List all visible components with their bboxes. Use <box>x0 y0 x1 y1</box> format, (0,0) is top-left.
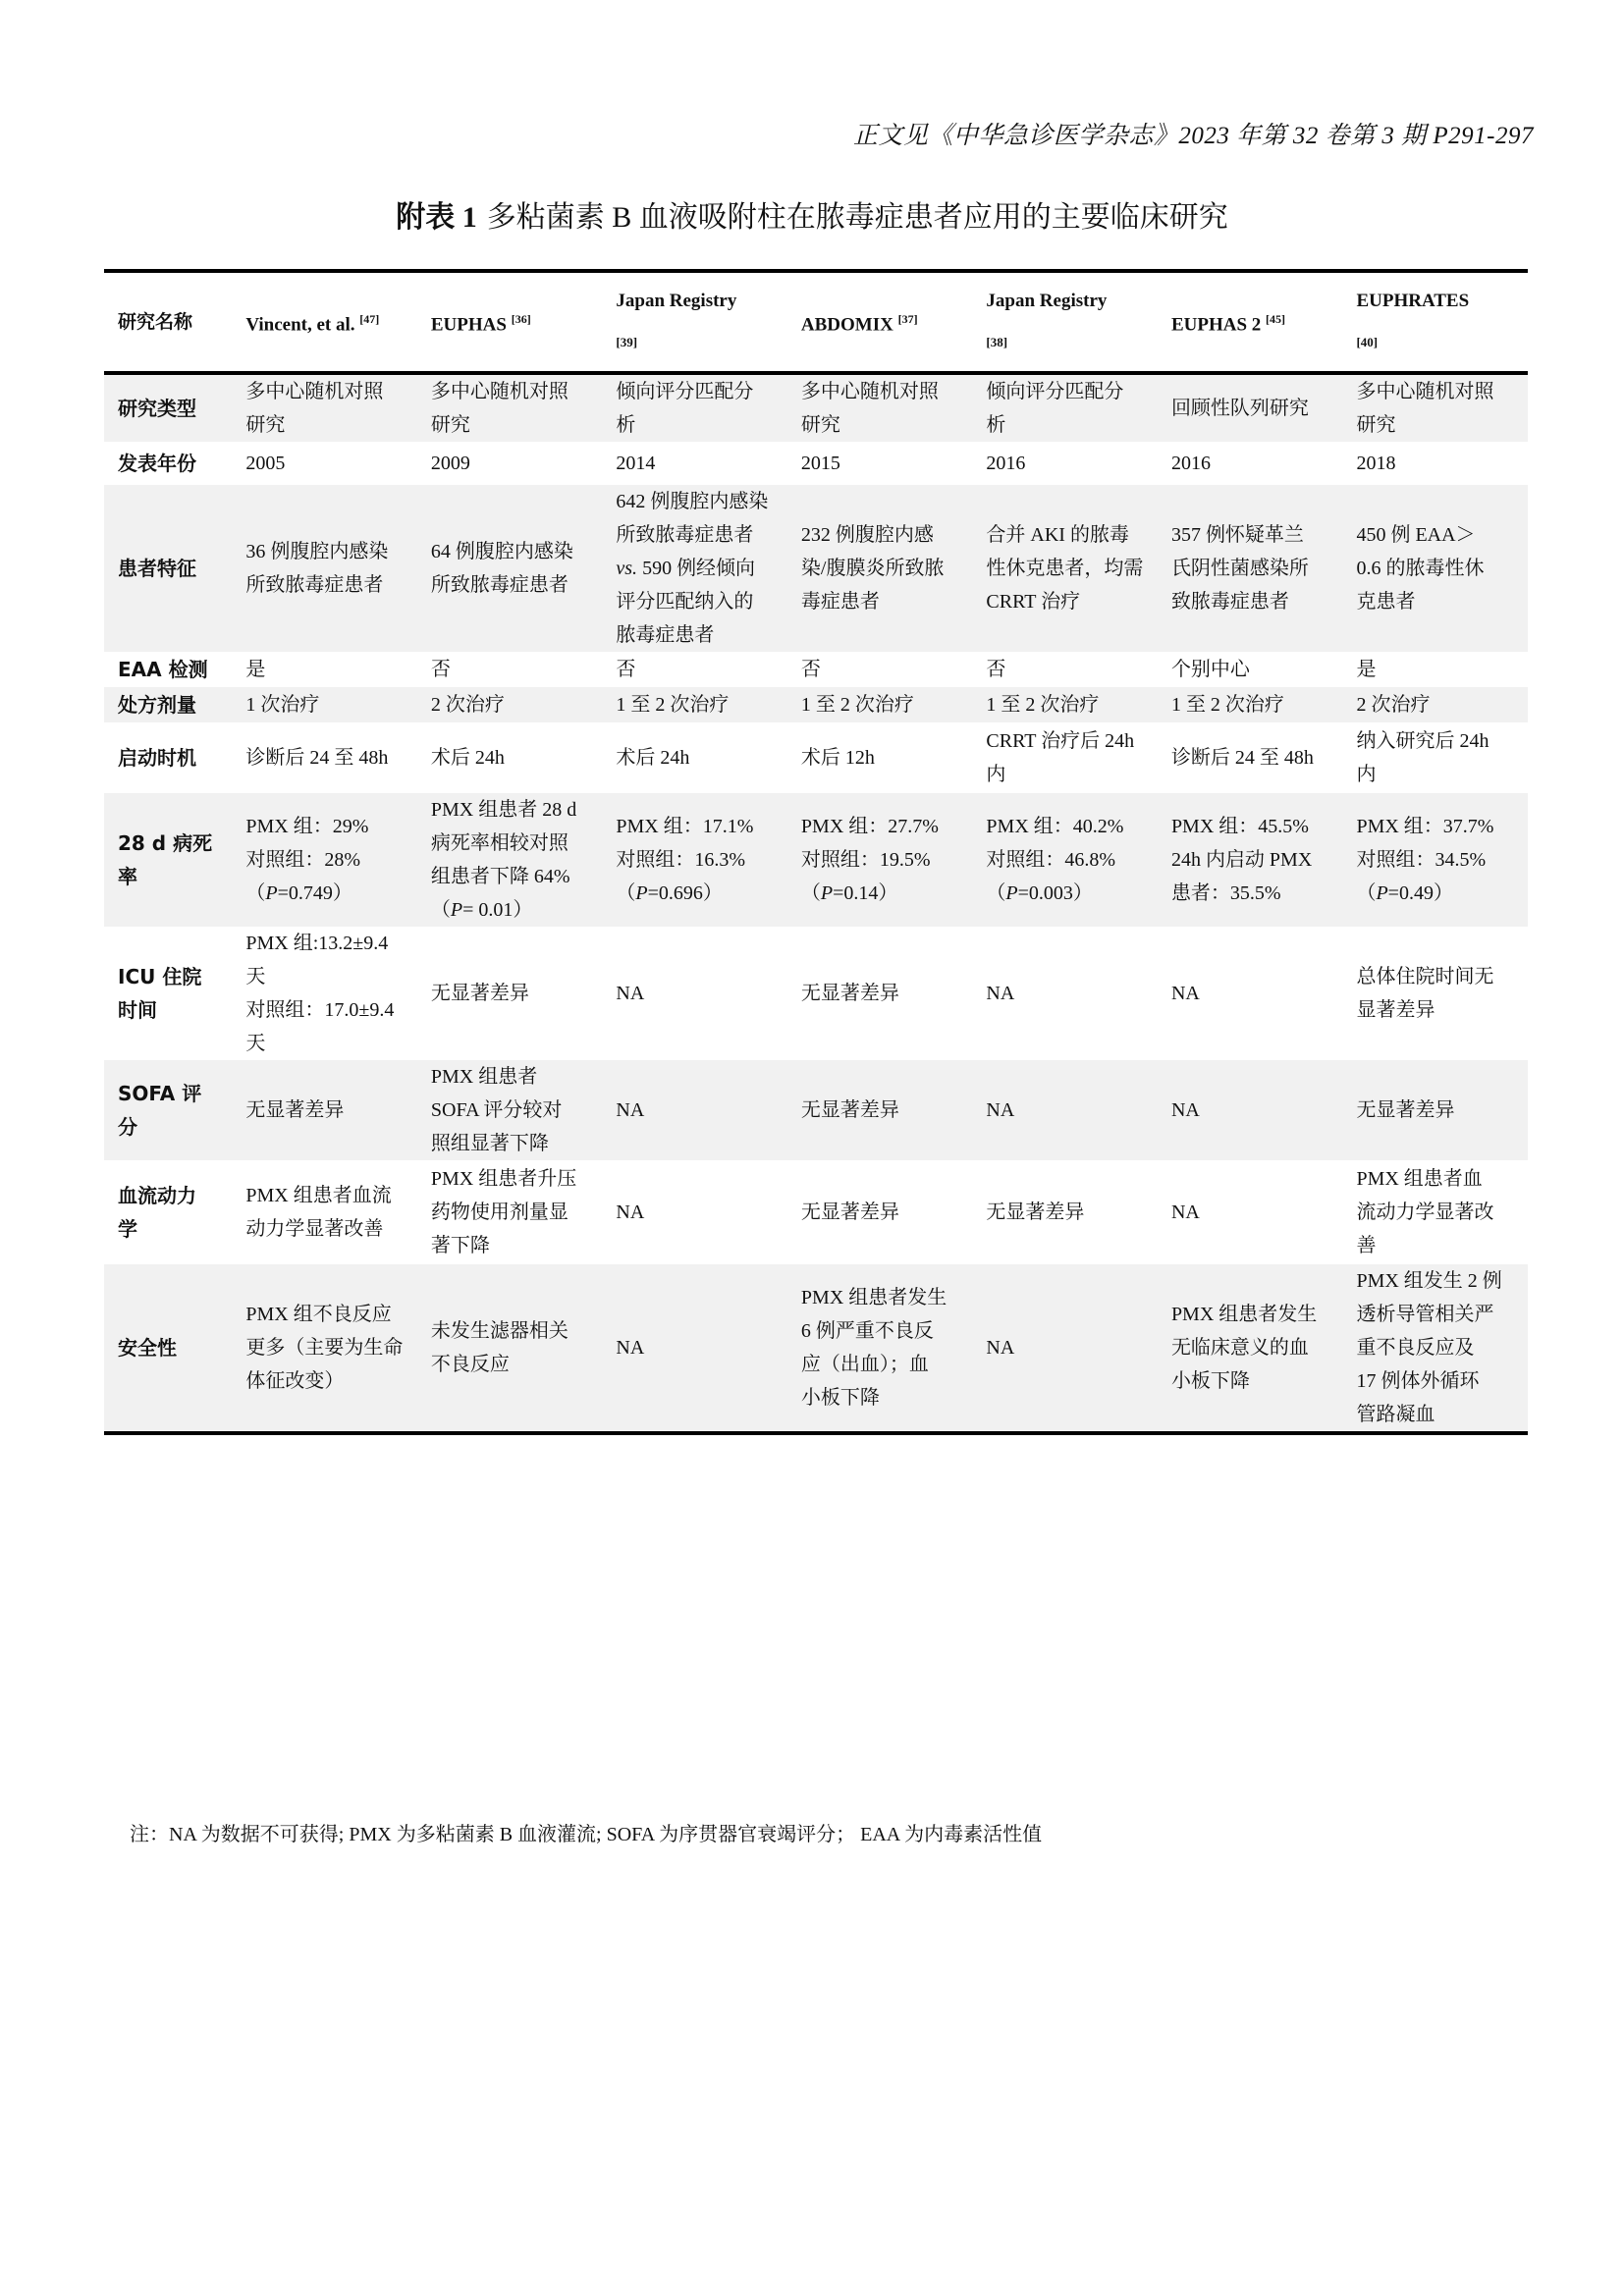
table-cell: 2015 <box>800 453 840 474</box>
row-label: 处方剂量 <box>104 687 232 722</box>
row-label: 启动时机 <box>118 746 196 770</box>
column-header: ABDOMIX [37] <box>800 311 918 336</box>
table-cell: 2016 <box>1170 453 1211 474</box>
table-cell: 无显著差异 <box>787 1060 973 1160</box>
table-cell: PMX 组：45.5% 24h 内启动 PMX 患者：35.5% <box>1158 793 1343 927</box>
corner-header: 研究名称 <box>118 311 193 333</box>
table-cell: 2016 <box>986 453 1026 474</box>
table-cell: 术后 12h <box>800 747 875 769</box>
table-cell: 否 <box>800 659 821 680</box>
column-header: EUPHAS [36] <box>430 311 531 336</box>
table-cell: 1 至 2 次治疗 <box>602 687 787 722</box>
table-cell: 否 <box>430 659 451 680</box>
table-row <box>104 722 1528 793</box>
table-cell: 总体住院时间无 显著差异 <box>1356 966 1494 1021</box>
table-cell: 2 次治疗 <box>1342 687 1528 722</box>
table-cell: 术后 24h <box>616 747 690 769</box>
table-title: 多粘菌素 B 血液吸附柱在脓毒症患者应用的主要临床研究 <box>486 201 1228 234</box>
table-cell: 是 <box>245 659 266 680</box>
table-cell: 多中心随机对照 研究 <box>232 373 417 442</box>
table-cell: NA <box>602 1264 787 1433</box>
table-cell: NA <box>986 983 1015 1004</box>
table-cell: PMX 组患者发生 无临床意义的血 小板下降 <box>1158 1264 1343 1433</box>
table-cell: 多中心随机对照 研究 <box>417 373 603 442</box>
table-cell: NA <box>616 983 645 1004</box>
table-row <box>104 652 1528 687</box>
table-cell: 2 次治疗 <box>417 687 603 722</box>
table-cell: PMX 组：17.1% 对照组：16.3% （P=0.696） <box>602 793 787 927</box>
table-row <box>104 927 1528 1060</box>
table-cell: NA <box>972 1264 1158 1433</box>
table-cell: PMX 组患者 SOFA 评分较对 照组显著下降 <box>417 1060 603 1160</box>
row-label: 血流动力 学 <box>118 1184 196 1241</box>
table-cell: 无显著差异 <box>232 1060 417 1160</box>
table-cell: 纳入研究后 24h 内 <box>1356 730 1489 785</box>
table-cell: 未发生滤器相关 不良反应 <box>417 1264 603 1433</box>
table-cell: PMX 组：27.7% 对照组：19.5% （P=0.14） <box>787 793 973 927</box>
table-cell: 2018 <box>1356 453 1396 474</box>
table-cell: 无显著差异 <box>986 1201 1085 1223</box>
table-row <box>104 1160 1528 1264</box>
row-label: 28 d 病死 率 <box>104 793 232 927</box>
table-cell: 1 至 2 次治疗 <box>972 687 1158 722</box>
table-cell: 232 例腹腔内感 染/腹膜炎所致脓 毒症患者 <box>787 485 973 652</box>
table-row <box>104 1060 1528 1160</box>
running-head: 正文见《中华急诊医学杂志》2023 年第 32 卷第 3 期 P291-297 <box>852 123 1534 149</box>
table-cell: PMX 组：29% 对照组：28% （P=0.749） <box>232 793 417 927</box>
column-header: Vincent, et al. [47] <box>245 311 380 336</box>
table-cell: NA <box>616 1201 645 1223</box>
table-cell: 642 例腹腔内感染 所致脓毒症患者 vs. 590 例经倾向 评分匹配纳入的 脓毒症患者 <box>602 485 787 652</box>
table-cell: 倾向评分匹配分 析 <box>972 373 1158 442</box>
table-label: 附表 1 <box>396 201 477 234</box>
table-cell: 无显著差异 <box>800 983 899 1004</box>
row-label: 发表年份 <box>118 452 196 475</box>
table-cell: 无显著差异 <box>430 983 529 1004</box>
table-cell: PMX 组:13.2±9.4 天 对照组：17.0±9.4 天 <box>245 933 395 1054</box>
table-cell: 否 <box>986 659 1006 680</box>
row-label: SOFA 评 分 <box>104 1060 232 1160</box>
table-cell: 多中心随机对照 研究 <box>787 373 973 442</box>
table-cell: 个别中心 <box>1170 659 1250 680</box>
table-cell: 倾向评分匹配分 析 <box>602 373 787 442</box>
table-cell: 回顾性队列研究 <box>1158 373 1343 442</box>
table-row <box>104 1264 1528 1433</box>
table-cell: 2014 <box>616 453 656 474</box>
row-label: 研究类型 <box>104 373 232 442</box>
table-cell: PMX 组患者血流 动力学显著改善 <box>245 1185 392 1240</box>
table-cell: NA <box>1158 1060 1343 1160</box>
column-header: EUPHRATES [40] <box>1356 291 1470 349</box>
table-cell: NA <box>1170 1201 1200 1223</box>
row-label: 患者特征 <box>104 485 232 652</box>
column-header: Japan Registry [38] <box>986 291 1108 349</box>
table-cell: 无显著差异 <box>800 1201 899 1223</box>
table-cell: 2005 <box>245 453 286 474</box>
table-cell: PMX 组不良反应 更多（主要为生命 体征改变） <box>232 1264 417 1433</box>
table-cell: PMX 组患者 28 d 病死率相较对照 组患者下降 64% （P= 0.01） <box>417 793 603 927</box>
table-cell: 36 例腹腔内感染 所致脓毒症患者 <box>232 485 417 652</box>
table-cell: 合并 AKI 的脓毒 性休克患者，均需 CRRT 治疗 <box>972 485 1158 652</box>
column-header: Japan Registry [39] <box>616 291 737 349</box>
table-cell: 否 <box>616 659 636 680</box>
table-cell: 1 次治疗 <box>232 687 417 722</box>
table-cell: 是 <box>1356 659 1377 680</box>
table-cell: PMX 组：40.2% 对照组：46.8% （P=0.003） <box>972 793 1158 927</box>
table-cell: 诊断后 24 至 48h <box>1170 747 1314 769</box>
table-row <box>104 442 1528 485</box>
row-label: EAA 检测 <box>118 658 208 681</box>
table-row <box>104 373 1528 442</box>
row-label: 安全性 <box>104 1264 232 1433</box>
table-footnote: 注：NA 为数据不可获得; PMX 为多粘菌素 B 血液灌流; SOFA 为序贯器官衰竭评分； EAA 为内毒素活性值 <box>130 1824 1043 1845</box>
table-cell: 术后 24h <box>430 747 505 769</box>
table-cell: 2009 <box>430 453 470 474</box>
table-cell: 诊断后 24 至 48h <box>245 747 389 769</box>
table-cell: PMX 组患者发生 6 例严重不良反 应（出血）；血 小板下降 <box>787 1264 973 1433</box>
row-label: ICU 住院 时间 <box>118 965 202 1022</box>
table-header-row <box>104 271 1528 373</box>
table-cell: 1 至 2 次治疗 <box>787 687 973 722</box>
table-cell: PMX 组患者升压 药物使用剂量显 著下降 <box>430 1168 577 1256</box>
table-row <box>104 793 1528 927</box>
table-cell: 无显著差异 <box>1342 1060 1528 1160</box>
table-cell: 1 至 2 次治疗 <box>1158 687 1343 722</box>
table-row <box>104 687 1528 722</box>
table-cell: NA <box>1170 983 1200 1004</box>
table-cell: PMX 组发生 2 例 透析导管相关严 重不良反应及 17 例体外循环 管路凝血 <box>1342 1264 1528 1433</box>
table-cell: CRRT 治疗后 24h 内 <box>986 730 1135 785</box>
clinical-studies-table <box>104 269 1528 1435</box>
table-caption <box>0 192 1624 236</box>
table-cell: 357 例怀疑革兰 氏阴性菌感染所 致脓毒症患者 <box>1158 485 1343 652</box>
table-cell: 450 例 EAA＞ 0.6 的脓毒性休 克患者 <box>1342 485 1528 652</box>
table-cell: PMX 组：37.7% 对照组：34.5% （P=0.49） <box>1342 793 1528 927</box>
table-cell: NA <box>972 1060 1158 1160</box>
table-cell: NA <box>602 1060 787 1160</box>
table-cell: PMX 组患者血 流动力学显著改 善 <box>1356 1168 1494 1256</box>
table-row <box>104 485 1528 652</box>
column-header: EUPHAS 2 [45] <box>1170 311 1286 336</box>
table-cell: 多中心随机对照 研究 <box>1342 373 1528 442</box>
table-cell: 64 例腹腔内感染 所致脓毒症患者 <box>417 485 603 652</box>
